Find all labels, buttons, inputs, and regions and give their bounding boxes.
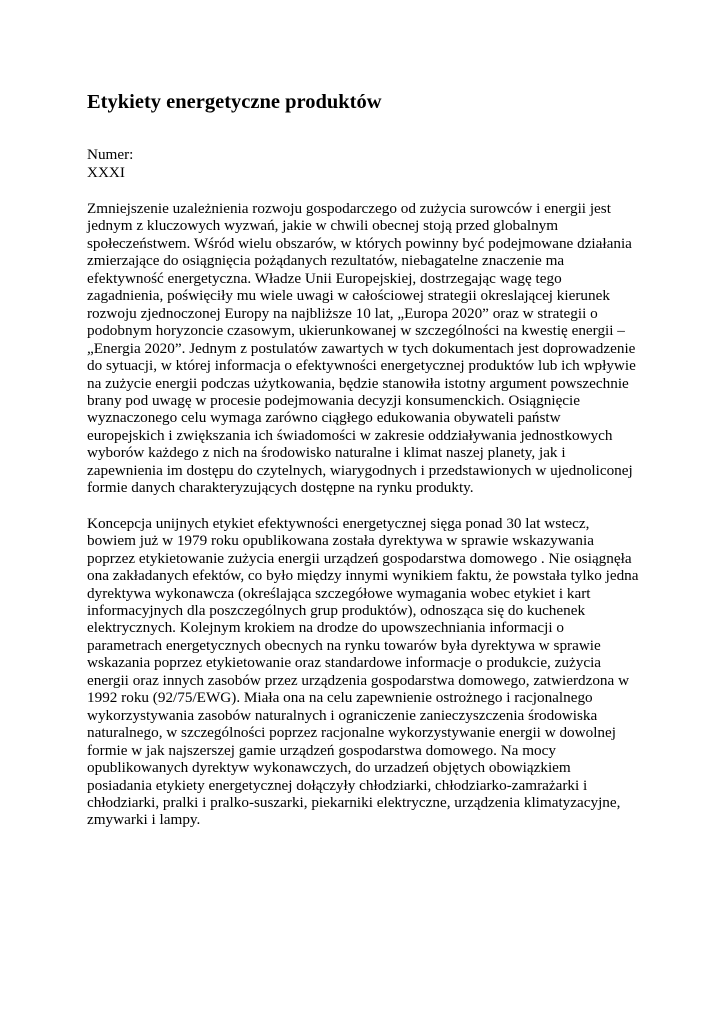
document-title: Etykiety energetyczne produktów — [87, 91, 382, 113]
number-label: Numer: — [87, 146, 134, 163]
document-body — [87, 90, 639, 829]
document-number-block — [87, 146, 639, 181]
number-value: XXXI — [87, 163, 125, 181]
paragraph-intro: Zmniejszenie uzależnienia rozwoju gospodarczego od zużycia surowców i energii jest jednym z kluczowych wyzwań, jakie w chwili obecnej stoją przed globalnym społeczeństwem. Wśród wielu obszarów, w których powinny być podejmowane działania zmierzające do osiągnięcia pożądanych rezultatów, niebagatelne znaczenie ma efektywność energetyczna. Władze Unii Europejskiej, dostrzegając wagę tego zagadnienia, poświęciły mu wiele uwagi w całościowej strategii okreslającej kierunek rozwoju zjednoczonej Europy na najbliższe 10 lat, „Europa 2020” oraz w strategii o podobnym horyzoncie czasowym, ukierunkowanej w szczególności na kwestię energii – „Energia 2020”. Jednym z postulatów zawartych w tych dokumentach jest doprowadzenie do sytuacji, w której informacja o efektywności energetycznej produktów lub ich wpływie na zużycie energii podczas użytkowania, będzie stanowiła istotny argument powszechnie brany pod uwagę w procesie podejmowania decyzji konsumenckich. Osiągnięcie wyznaczonego celu wymaga zarówno ciągłego edukowania obywateli państw europejskich i zwiększania ich świadomości w zakresie oddziaływania jednostkowych wyborów każdego z nich na środowisko naturalne i klimat naszej planety, jak i zapewnienia im dostępu do czytelnych, wiarygodnych i przedstawionych w ujednoliconej formie danych charakteryzujących dostępne na rynku produkty. — [87, 200, 636, 497]
paragraph-history: Koncepcja unijnych etykiet efektywności energetycznej sięga ponad 30 lat wstecz, bowiem już w 1979 roku opublikowana została dyrektywa w sprawie wskazywania poprzez etykietowanie zużycia energii urządzeń gospodarstwa domowego . Nie osiągnęła ona zakładanych efektów, co było między innymi wynikiem faktu, że powstała tylko jedna dyrektywa wykonawcza (określająca szczegółowe wymagania wobec etykiet i kart informacyjnych dla poszczególnych grup produktów), odnosząca się do kuchenek elektrycznych. Kolejnym krokiem na drodze do upowszechniania informacji o parametrach energetycznych obecnych na rynku towarów była dyrektywa w sprawie wskazania poprzez etykietowanie oraz standardowe informacje o produkcie, zużycia energii oraz innych zasobów przez urządzenia gospodarstwa domowego, zatwierdzona w 1992 roku (92/75/EWG). Miała ona na celu zapewnienie ostrożnego i racjonalnego wykorzystywania zasobów naturalnych i ograniczenie zanieczyszczenia środowiska naturalnego, w szczególności poprzez racjonalne wykorzystywanie energii w dowolnej formie w jak najszerszej gamie urządzeń gospodarstwa domowego. Na mocy opublikowanych dyrektyw wykonawczych, do urzadzeń objętych obowiązkiem posiadania etykiety energetycznej dołączyły chłodziarki, chłodziarko-zamrażarki i chłodziarki, pralki i pralko-suszarki, piekarniki elektryczne, urządzenia klimatyzacyjne, zmywarki i lampy. — [87, 514, 639, 829]
